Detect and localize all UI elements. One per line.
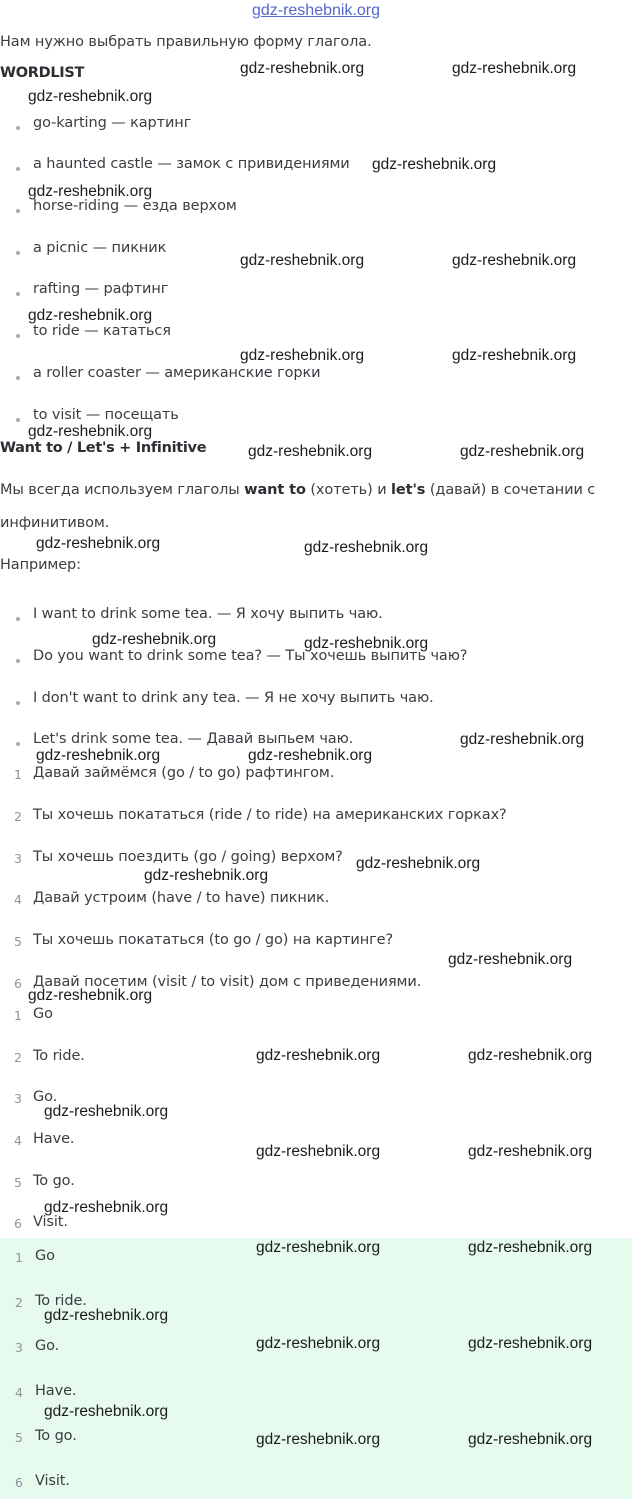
answer-text: Visit. (35, 1473, 70, 1489)
watermark-text: gdz-reshebnik.org (452, 252, 577, 269)
answer-text: Have. (35, 1383, 77, 1399)
grammar-text-line2: инфинитивом. (0, 515, 110, 531)
answer-text: Visit. (33, 1214, 68, 1230)
watermark-text: gdz-reshebnik.org (28, 987, 153, 1004)
list-item: to visit — посещать (33, 407, 179, 423)
watermark-text: gdz-reshebnik.org (44, 1103, 169, 1120)
watermark-text: gdz-reshebnik.org (452, 347, 577, 364)
watermark-text: gdz-reshebnik.org (240, 347, 365, 364)
bullet-icon (16, 376, 20, 380)
item-number: 5 (15, 1430, 23, 1445)
grammar-text-line1: Мы всегда используем глаголы want to (хотеть) и let's (давай) в сочетании с (0, 482, 596, 498)
intro-text: Нам нужно выбрать правильную форму глагола. (0, 34, 372, 50)
answer-text: To go. (33, 1173, 75, 1189)
answer-text: Go. (33, 1089, 58, 1105)
answer-text: Go. (35, 1338, 60, 1354)
watermark-text: gdz-reshebnik.org (256, 1239, 381, 1256)
list-item: a roller coaster — американские горки (33, 365, 321, 381)
watermark-text: gdz-reshebnik.org (468, 1047, 593, 1064)
item-number: 5 (14, 934, 22, 949)
list-item: horse-riding — езда верхом (33, 198, 237, 214)
item-number: 4 (14, 1133, 22, 1148)
watermark-text: gdz-reshebnik.org (460, 443, 585, 460)
item-number: 6 (14, 976, 22, 991)
watermark-text: gdz-reshebnik.org (448, 951, 573, 968)
watermark-text: gdz-reshebnik.org (28, 183, 153, 200)
watermark-text: gdz-reshebnik.org (468, 1239, 593, 1256)
example-label: Например: (0, 557, 81, 573)
watermark-text: gdz-reshebnik.org (44, 1199, 169, 1216)
item-number: 3 (14, 851, 22, 866)
bullet-icon (16, 659, 20, 663)
watermark-text: gdz-reshebnik.org (256, 1143, 381, 1160)
item-number: 1 (14, 1008, 22, 1023)
answer-text: To ride. (35, 1293, 87, 1309)
watermark-text: gdz-reshebnik.org (44, 1403, 169, 1420)
item-number: 3 (15, 1340, 23, 1355)
watermark-text: gdz-reshebnik.org (36, 747, 161, 764)
item-number: 4 (15, 1385, 23, 1400)
grammar-title: Want to / Let's + Infinitive (0, 440, 207, 456)
item-number: 6 (15, 1475, 23, 1490)
bullet-icon (16, 742, 20, 746)
list-item: I want to drink some tea. — Я хочу выпить чаю. (33, 606, 383, 622)
watermark-text: gdz-reshebnik.org (256, 1047, 381, 1064)
task-text: Ты хочешь покататься (to go / go) на картинге? (33, 932, 394, 948)
answer-text: Have. (33, 1131, 75, 1147)
watermark-text: gdz-reshebnik.org (144, 867, 269, 884)
list-item: go-karting — картинг (33, 115, 192, 131)
bullet-icon (16, 209, 20, 213)
item-number: 2 (15, 1295, 23, 1310)
watermark-text: gdz-reshebnik.org (256, 1431, 381, 1448)
watermark-text: gdz-reshebnik.org (356, 855, 481, 872)
list-item: a picnic — пикник (33, 240, 167, 256)
watermark-text: gdz-reshebnik.org (248, 443, 373, 460)
item-number: 2 (14, 809, 22, 824)
watermark-text: gdz-reshebnik.org (372, 156, 497, 173)
watermark-text: gdz-reshebnik.org (240, 252, 365, 269)
answer-highlight-block (0, 1238, 632, 1499)
watermark-text: gdz-reshebnik.org (28, 307, 153, 324)
list-item: a haunted castle — замок с привидениями (33, 156, 350, 172)
task-text: Ты хочешь покататься (ride / to ride) на американских горках? (33, 807, 507, 823)
item-number: 3 (14, 1091, 22, 1106)
bullet-icon (16, 334, 20, 338)
watermark-text: gdz-reshebnik.org (92, 631, 217, 648)
watermark-text: gdz-reshebnik.org (304, 539, 429, 556)
watermark-text: gdz-reshebnik.org (460, 731, 585, 748)
watermark-text: gdz-reshebnik.org (248, 747, 373, 764)
bullet-icon (16, 617, 20, 621)
task-text: Ты хочешь поездить (go / going) верхом? (33, 849, 343, 865)
answer-text: Go (35, 1248, 55, 1264)
bullet-icon (16, 126, 20, 130)
answer-text: To ride. (33, 1048, 85, 1064)
watermark-text: gdz-reshebnik.org (304, 635, 429, 652)
list-item: rafting — рафтинг (33, 281, 169, 297)
item-number: 6 (14, 1216, 22, 1231)
item-number: 5 (14, 1175, 22, 1190)
watermark-text: gdz-reshebnik.org (468, 1335, 593, 1352)
list-item: to ride — кататься (33, 323, 171, 339)
item-number: 2 (14, 1050, 22, 1065)
item-number: 4 (14, 892, 22, 907)
list-item: Do you want to drink some tea? — Ты хочешь выпить чаю? (33, 648, 468, 664)
item-number: 1 (15, 1250, 23, 1265)
watermark-link[interactable]: gdz-reshebnik.org (251, 2, 381, 19)
answer-text: Go (33, 1006, 53, 1022)
wordlist-title: WORDLIST (0, 65, 85, 81)
task-text: Давай займёмся (go / to go) рафтингом. (33, 765, 335, 781)
watermark-text: gdz-reshebnik.org (240, 60, 365, 77)
watermark-text: gdz-reshebnik.org (452, 60, 577, 77)
list-item: I don't want to drink any tea. — Я не хочу выпить чаю. (33, 690, 434, 706)
watermark-text: gdz-reshebnik.org (44, 1307, 169, 1324)
item-number: 1 (14, 767, 22, 782)
task-text: Давай устроим (have / to have) пикник. (33, 890, 330, 906)
watermark-text: gdz-reshebnik.org (28, 88, 153, 105)
watermark-text: gdz-reshebnik.org (36, 535, 161, 552)
bullet-icon (16, 167, 20, 171)
watermark-text: gdz-reshebnik.org (28, 423, 153, 440)
bullet-icon (16, 292, 20, 296)
task-text: Давай посетим (visit / to visit) дом с приведениями. (33, 974, 422, 990)
bullet-icon (16, 418, 20, 422)
bullet-icon (16, 701, 20, 705)
list-item: Let's drink some tea. — Давай выпьем чаю. (33, 731, 354, 747)
watermark-text: gdz-reshebnik.org (256, 1335, 381, 1352)
answer-text: To go. (35, 1428, 77, 1444)
watermark-text: gdz-reshebnik.org (468, 1431, 593, 1448)
bullet-icon (16, 251, 20, 255)
watermark-text: gdz-reshebnik.org (468, 1143, 593, 1160)
